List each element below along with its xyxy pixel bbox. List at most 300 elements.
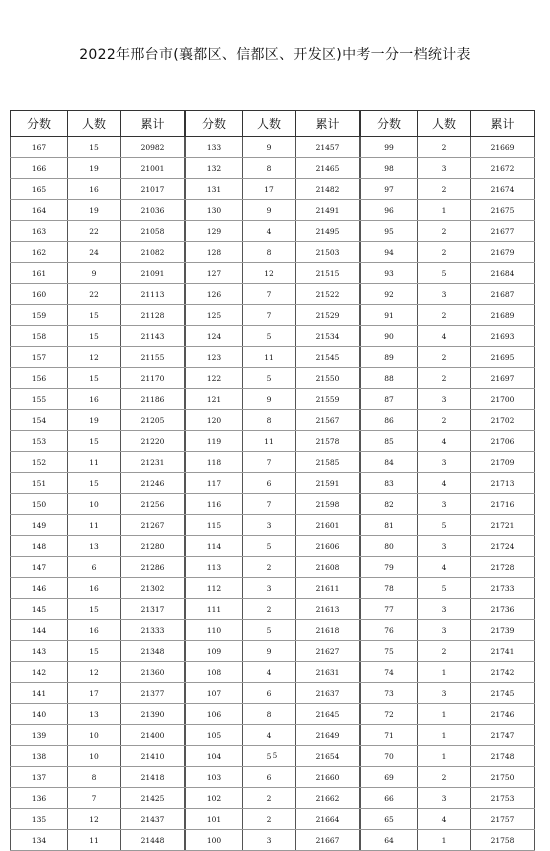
cumulative-cell: 21724 <box>471 536 535 557</box>
cumulative-cell: 21631 <box>296 662 360 683</box>
cumulative-cell: 21425 <box>121 788 185 809</box>
table-row <box>361 620 535 641</box>
score-cell: 166 <box>11 158 68 179</box>
cumulative-cell: 21128 <box>121 305 185 326</box>
count-cell: 11 <box>243 431 296 452</box>
cumulative-cell: 21721 <box>471 515 535 536</box>
table-row <box>186 620 360 641</box>
table-row <box>186 809 360 830</box>
table-row <box>11 788 185 809</box>
count-cell: 2 <box>418 410 471 431</box>
table-row <box>186 515 360 536</box>
table-row <box>186 578 360 599</box>
cumulative-cell: 21741 <box>471 641 535 662</box>
score-cell: 140 <box>11 704 68 725</box>
table-row <box>186 536 360 557</box>
count-cell: 3 <box>418 158 471 179</box>
score-cell: 69 <box>361 767 418 788</box>
score-cell: 125 <box>186 305 243 326</box>
table-row <box>11 662 185 683</box>
score-cell: 94 <box>361 242 418 263</box>
header-count: 人数 <box>418 111 471 137</box>
table-row <box>11 179 185 200</box>
score-cell: 97 <box>361 179 418 200</box>
cumulative-cell: 21522 <box>296 284 360 305</box>
table-row <box>186 263 360 284</box>
count-cell: 19 <box>68 158 121 179</box>
count-cell: 4 <box>243 662 296 683</box>
score-cell: 143 <box>11 641 68 662</box>
table-row <box>186 767 360 788</box>
cumulative-cell: 21716 <box>471 494 535 515</box>
cumulative-cell: 21598 <box>296 494 360 515</box>
table-row <box>11 410 185 431</box>
cumulative-cell: 21675 <box>471 200 535 221</box>
cumulative-cell: 21170 <box>121 368 185 389</box>
cumulative-cell: 21606 <box>296 536 360 557</box>
count-cell: 2 <box>418 179 471 200</box>
count-cell: 2 <box>418 641 471 662</box>
count-cell: 15 <box>68 368 121 389</box>
count-cell: 9 <box>243 641 296 662</box>
count-cell: 12 <box>68 809 121 830</box>
score-cell: 162 <box>11 242 68 263</box>
count-cell: 15 <box>68 305 121 326</box>
table-row <box>11 221 185 242</box>
cumulative-cell: 21757 <box>471 809 535 830</box>
count-cell: 3 <box>418 536 471 557</box>
cumulative-cell: 21491 <box>296 200 360 221</box>
count-cell: 3 <box>243 830 296 851</box>
table-row <box>361 515 535 536</box>
score-cell: 136 <box>11 788 68 809</box>
score-cell: 138 <box>11 746 68 767</box>
count-cell: 3 <box>418 683 471 704</box>
table-row <box>186 284 360 305</box>
cumulative-cell: 21302 <box>121 578 185 599</box>
count-cell: 3 <box>243 515 296 536</box>
score-cell: 167 <box>11 137 68 158</box>
table-row <box>186 788 360 809</box>
table-row <box>361 725 535 746</box>
cumulative-cell: 21693 <box>471 326 535 347</box>
count-cell: 2 <box>418 221 471 242</box>
count-cell: 1 <box>418 746 471 767</box>
cumulative-cell: 21348 <box>121 641 185 662</box>
cumulative-cell: 21742 <box>471 662 535 683</box>
count-cell: 3 <box>243 578 296 599</box>
cumulative-cell: 21482 <box>296 179 360 200</box>
table-row <box>11 305 185 326</box>
count-cell: 16 <box>68 620 121 641</box>
score-cell: 88 <box>361 368 418 389</box>
count-cell: 17 <box>68 683 121 704</box>
cumulative-cell: 21637 <box>296 683 360 704</box>
table-row <box>361 200 535 221</box>
table-row <box>186 326 360 347</box>
cumulative-cell: 21654 <box>296 746 360 767</box>
cumulative-cell: 21280 <box>121 536 185 557</box>
table-row <box>361 263 535 284</box>
score-cell: 116 <box>186 494 243 515</box>
count-cell: 24 <box>68 242 121 263</box>
table-row <box>361 242 535 263</box>
count-cell: 19 <box>68 410 121 431</box>
count-cell: 13 <box>68 536 121 557</box>
cumulative-cell: 21465 <box>296 158 360 179</box>
score-cell: 141 <box>11 683 68 704</box>
table-row <box>11 263 185 284</box>
table-row <box>361 410 535 431</box>
count-cell: 2 <box>243 788 296 809</box>
score-cell: 75 <box>361 641 418 662</box>
score-cell: 114 <box>186 536 243 557</box>
cumulative-cell: 21143 <box>121 326 185 347</box>
count-cell: 5 <box>243 620 296 641</box>
count-cell: 2 <box>243 599 296 620</box>
cumulative-cell: 21410 <box>121 746 185 767</box>
cumulative-cell: 21677 <box>471 221 535 242</box>
cumulative-cell: 21649 <box>296 725 360 746</box>
table-row <box>186 431 360 452</box>
cumulative-cell: 21608 <box>296 557 360 578</box>
score-cell: 121 <box>186 389 243 410</box>
score-cell: 111 <box>186 599 243 620</box>
count-cell: 5 <box>418 515 471 536</box>
cumulative-cell: 21695 <box>471 347 535 368</box>
cumulative-cell: 21664 <box>296 809 360 830</box>
header-count: 人数 <box>243 111 296 137</box>
score-cell: 120 <box>186 410 243 431</box>
score-cell: 87 <box>361 389 418 410</box>
count-cell: 6 <box>68 557 121 578</box>
score-cell: 149 <box>11 515 68 536</box>
cumulative-cell: 21627 <box>296 641 360 662</box>
table-row <box>361 578 535 599</box>
cumulative-cell: 21286 <box>121 557 185 578</box>
table-row <box>186 641 360 662</box>
cumulative-cell: 21750 <box>471 767 535 788</box>
cumulative-cell: 21697 <box>471 368 535 389</box>
table-row <box>11 158 185 179</box>
table-row <box>361 662 535 683</box>
count-cell: 4 <box>243 221 296 242</box>
table-row <box>186 200 360 221</box>
score-cell: 86 <box>361 410 418 431</box>
table-row <box>361 599 535 620</box>
score-cell: 93 <box>361 263 418 284</box>
cumulative-cell: 21091 <box>121 263 185 284</box>
score-cell: 151 <box>11 473 68 494</box>
cumulative-cell: 21317 <box>121 599 185 620</box>
count-cell: 10 <box>68 494 121 515</box>
table-row <box>11 242 185 263</box>
table-row <box>186 557 360 578</box>
cumulative-cell: 21585 <box>296 452 360 473</box>
cumulative-cell: 21113 <box>121 284 185 305</box>
score-cell: 158 <box>11 326 68 347</box>
count-cell: 9 <box>243 137 296 158</box>
count-cell: 4 <box>418 473 471 494</box>
score-cell: 103 <box>186 767 243 788</box>
cumulative-cell: 21550 <box>296 368 360 389</box>
table-row <box>361 326 535 347</box>
table-row <box>11 704 185 725</box>
table-row <box>361 158 535 179</box>
count-cell: 6 <box>243 683 296 704</box>
table-row <box>186 494 360 515</box>
score-cell: 165 <box>11 179 68 200</box>
cumulative-cell: 21256 <box>121 494 185 515</box>
score-cell: 77 <box>361 599 418 620</box>
score-cell: 102 <box>186 788 243 809</box>
score-cell: 95 <box>361 221 418 242</box>
score-table-3 <box>360 110 535 851</box>
count-cell: 10 <box>68 746 121 767</box>
table-row <box>11 578 185 599</box>
score-cell: 98 <box>361 158 418 179</box>
count-cell: 16 <box>68 389 121 410</box>
count-cell: 6 <box>243 767 296 788</box>
header-score: 分数 <box>361 111 418 137</box>
score-cell: 70 <box>361 746 418 767</box>
score-cell: 160 <box>11 284 68 305</box>
score-cell: 128 <box>186 242 243 263</box>
cumulative-cell: 21333 <box>121 620 185 641</box>
score-cell: 107 <box>186 683 243 704</box>
cumulative-cell: 21186 <box>121 389 185 410</box>
table-row <box>11 431 185 452</box>
count-cell: 6 <box>243 473 296 494</box>
cumulative-cell: 21400 <box>121 725 185 746</box>
table-row <box>186 662 360 683</box>
count-cell: 4 <box>243 725 296 746</box>
score-cell: 127 <box>186 263 243 284</box>
table-row <box>361 704 535 725</box>
cumulative-cell: 21702 <box>471 410 535 431</box>
table-row <box>11 767 185 788</box>
table-row <box>361 137 535 158</box>
table-row <box>11 641 185 662</box>
table-row <box>11 452 185 473</box>
cumulative-cell: 21545 <box>296 347 360 368</box>
score-cell: 79 <box>361 557 418 578</box>
count-cell: 7 <box>68 788 121 809</box>
count-cell: 3 <box>418 494 471 515</box>
score-cell: 74 <box>361 662 418 683</box>
count-cell: 12 <box>68 662 121 683</box>
score-cell: 131 <box>186 179 243 200</box>
table-row <box>361 494 535 515</box>
count-cell: 3 <box>418 389 471 410</box>
cumulative-cell: 21205 <box>121 410 185 431</box>
table-row <box>186 725 360 746</box>
score-cell: 134 <box>11 830 68 851</box>
cumulative-cell: 21684 <box>471 263 535 284</box>
score-cell: 115 <box>186 515 243 536</box>
score-cell: 85 <box>361 431 418 452</box>
cumulative-cell: 21667 <box>296 830 360 851</box>
cumulative-cell: 21728 <box>471 557 535 578</box>
count-cell: 8 <box>68 767 121 788</box>
table-row <box>361 536 535 557</box>
count-cell: 1 <box>418 830 471 851</box>
cumulative-cell: 21220 <box>121 431 185 452</box>
table-row <box>361 431 535 452</box>
count-cell: 7 <box>243 305 296 326</box>
header-score: 分数 <box>186 111 243 137</box>
table-row <box>186 389 360 410</box>
count-cell: 3 <box>418 620 471 641</box>
table-row <box>11 326 185 347</box>
count-cell: 7 <box>243 494 296 515</box>
cumulative-cell: 21231 <box>121 452 185 473</box>
cumulative-cell: 21001 <box>121 158 185 179</box>
count-cell: 5 <box>243 326 296 347</box>
count-cell: 3 <box>418 452 471 473</box>
score-cell: 92 <box>361 284 418 305</box>
cumulative-cell: 21036 <box>121 200 185 221</box>
score-cell: 91 <box>361 305 418 326</box>
score-cell: 133 <box>186 137 243 158</box>
table-row <box>11 473 185 494</box>
cumulative-cell: 21457 <box>296 137 360 158</box>
count-cell: 5 <box>243 746 296 767</box>
table-row <box>11 200 185 221</box>
table-row <box>186 599 360 620</box>
score-cell: 82 <box>361 494 418 515</box>
score-cell: 66 <box>361 788 418 809</box>
table-row <box>11 368 185 389</box>
score-cell: 129 <box>186 221 243 242</box>
table-row <box>11 137 185 158</box>
table-row <box>11 536 185 557</box>
score-table-1 <box>10 110 185 851</box>
count-cell: 7 <box>243 284 296 305</box>
table-row <box>186 452 360 473</box>
count-cell: 15 <box>68 473 121 494</box>
cumulative-cell: 21669 <box>471 137 535 158</box>
score-cell: 99 <box>361 137 418 158</box>
score-cell: 150 <box>11 494 68 515</box>
header-score: 分数 <box>11 111 68 137</box>
score-cell: 124 <box>186 326 243 347</box>
score-cell: 137 <box>11 767 68 788</box>
cumulative-cell: 21662 <box>296 788 360 809</box>
score-cell: 78 <box>361 578 418 599</box>
cumulative-cell: 21748 <box>471 746 535 767</box>
score-cell: 142 <box>11 662 68 683</box>
score-cell: 145 <box>11 599 68 620</box>
cumulative-cell: 21360 <box>121 662 185 683</box>
score-cell: 152 <box>11 452 68 473</box>
table-row <box>11 620 185 641</box>
count-cell: 5 <box>418 263 471 284</box>
score-cell: 76 <box>361 620 418 641</box>
score-cell: 108 <box>186 662 243 683</box>
count-cell: 11 <box>68 515 121 536</box>
score-table-2 <box>185 110 360 851</box>
cumulative-cell: 21155 <box>121 347 185 368</box>
score-cell: 157 <box>11 347 68 368</box>
score-cell: 126 <box>186 284 243 305</box>
count-cell: 12 <box>243 263 296 284</box>
table-row <box>361 368 535 389</box>
count-cell: 15 <box>68 599 121 620</box>
cumulative-cell: 21567 <box>296 410 360 431</box>
cumulative-cell: 21534 <box>296 326 360 347</box>
cumulative-cell: 21578 <box>296 431 360 452</box>
count-cell: 2 <box>243 557 296 578</box>
table-row <box>186 410 360 431</box>
count-cell: 22 <box>68 284 121 305</box>
header-cumulative: 累计 <box>121 111 185 137</box>
table-row <box>361 830 535 851</box>
score-cell: 156 <box>11 368 68 389</box>
score-cell: 163 <box>11 221 68 242</box>
cumulative-cell: 21713 <box>471 473 535 494</box>
count-cell: 4 <box>418 326 471 347</box>
table-row <box>361 767 535 788</box>
count-cell: 4 <box>418 809 471 830</box>
table-row <box>361 284 535 305</box>
count-cell: 3 <box>418 599 471 620</box>
table-row <box>186 158 360 179</box>
score-cell: 65 <box>361 809 418 830</box>
cumulative-cell: 21613 <box>296 599 360 620</box>
score-cell: 164 <box>11 200 68 221</box>
cumulative-cell: 21660 <box>296 767 360 788</box>
cumulative-cell: 21267 <box>121 515 185 536</box>
count-cell: 5 <box>243 368 296 389</box>
cumulative-cell: 21377 <box>121 683 185 704</box>
score-cell: 146 <box>11 578 68 599</box>
cumulative-cell: 21747 <box>471 725 535 746</box>
count-cell: 11 <box>243 347 296 368</box>
table-row <box>186 704 360 725</box>
score-cell: 144 <box>11 620 68 641</box>
score-cell: 73 <box>361 683 418 704</box>
cumulative-cell: 21709 <box>471 452 535 473</box>
score-cell: 122 <box>186 368 243 389</box>
cumulative-cell: 21706 <box>471 431 535 452</box>
score-cell: 139 <box>11 725 68 746</box>
table-row <box>361 557 535 578</box>
cumulative-cell: 21687 <box>471 284 535 305</box>
score-cell: 71 <box>361 725 418 746</box>
score-cell: 64 <box>361 830 418 851</box>
table-row <box>186 830 360 851</box>
cumulative-cell: 21733 <box>471 578 535 599</box>
cumulative-cell: 21058 <box>121 221 185 242</box>
table-row <box>11 683 185 704</box>
score-cell: 112 <box>186 578 243 599</box>
cumulative-cell: 20982 <box>121 137 185 158</box>
cumulative-cell: 21746 <box>471 704 535 725</box>
cumulative-cell: 21448 <box>121 830 185 851</box>
score-cell: 159 <box>11 305 68 326</box>
score-cell: 100 <box>186 830 243 851</box>
cumulative-cell: 21495 <box>296 221 360 242</box>
count-cell: 8 <box>243 410 296 431</box>
table-row <box>186 179 360 200</box>
count-cell: 1 <box>418 704 471 725</box>
score-cell: 83 <box>361 473 418 494</box>
score-cell: 123 <box>186 347 243 368</box>
score-cell: 155 <box>11 389 68 410</box>
cumulative-cell: 21017 <box>121 179 185 200</box>
count-cell: 19 <box>68 200 121 221</box>
